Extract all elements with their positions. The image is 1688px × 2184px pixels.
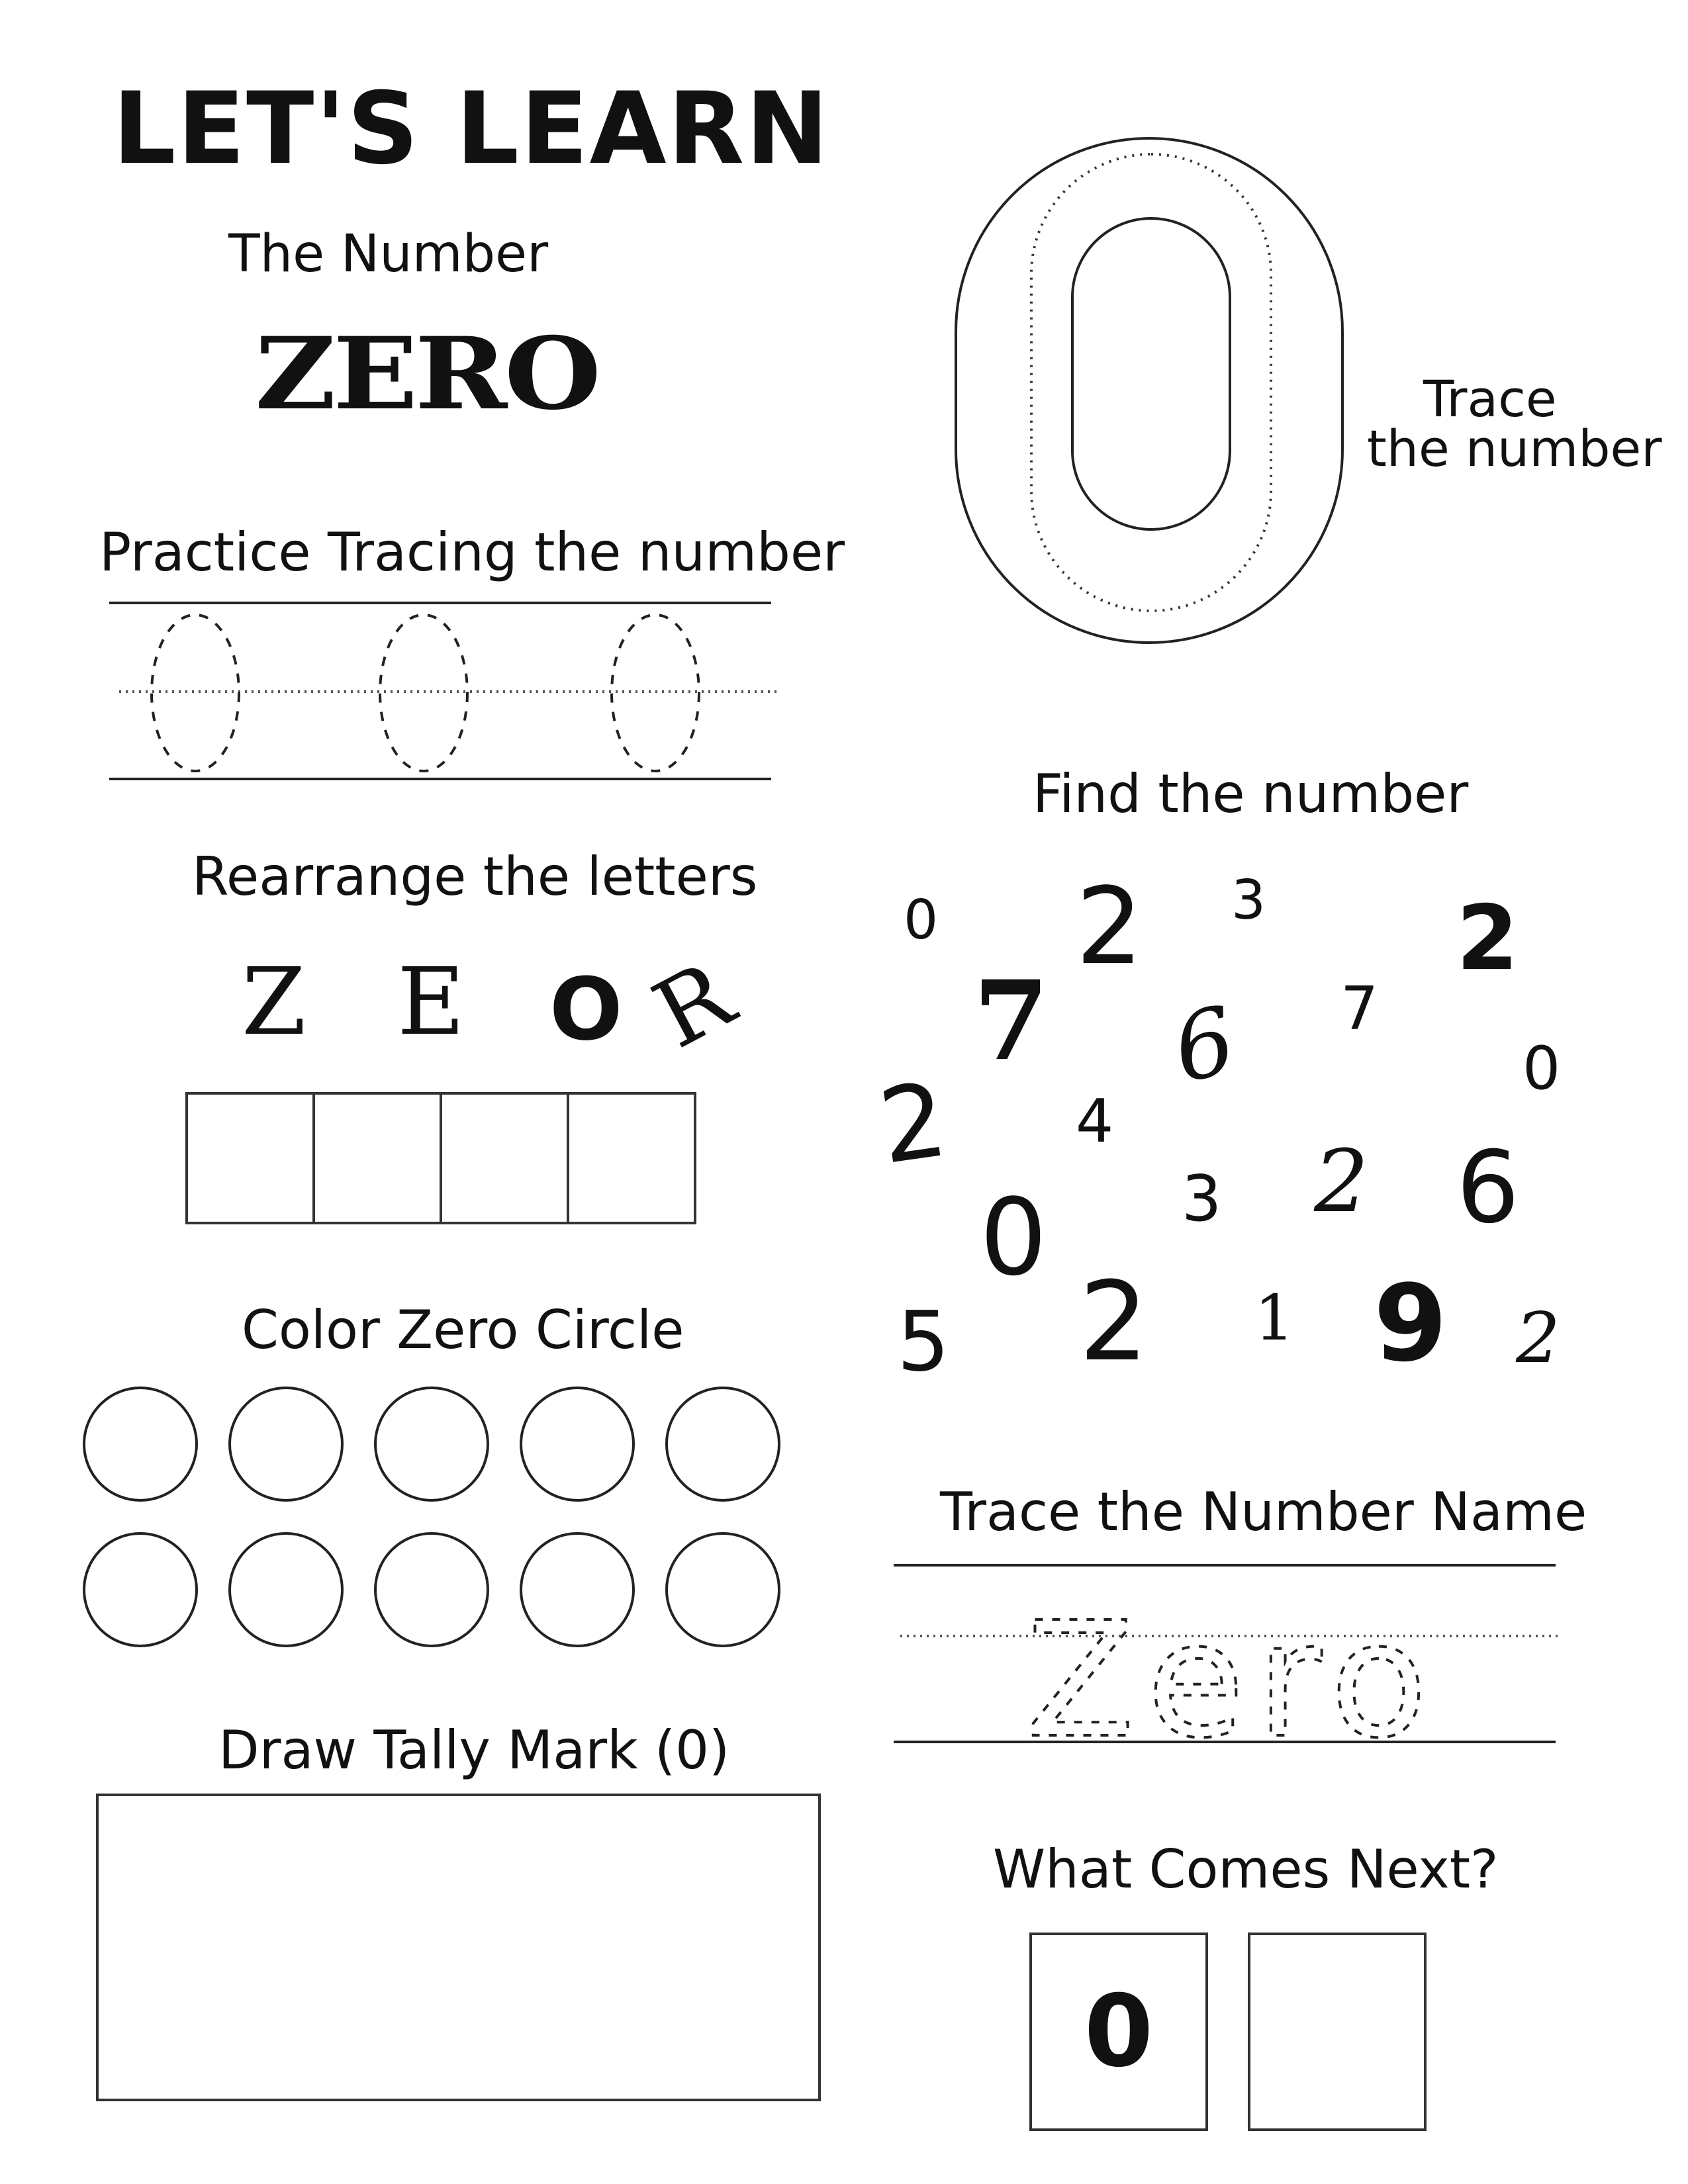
color-circle (667, 1533, 779, 1646)
find-number-9[interactable]: 9 (1374, 1261, 1448, 1385)
tally-heading: Draw Tally Mark (0) (218, 1719, 730, 1781)
find-number-0[interactable]: 0 (1523, 1034, 1561, 1103)
find-number-0[interactable]: 0 (904, 889, 939, 952)
next-number-box[interactable] (1248, 1933, 1427, 2131)
scramble-letter-e: E (397, 948, 465, 1056)
find-number-6[interactable]: 6 (1456, 1130, 1520, 1246)
number-word: ZERO (255, 316, 598, 432)
color-circle (230, 1388, 342, 1500)
worksheet-title: LET'S LEARN (113, 71, 830, 187)
find-number-2[interactable]: 2 (1076, 864, 1143, 988)
color-heading: Color Zero Circle (242, 1299, 684, 1361)
find-number-5[interactable]: 5 (897, 1294, 950, 1390)
answer-box-4[interactable] (567, 1092, 696, 1224)
trace-label-line2: the number (1367, 419, 1662, 478)
scramble-letter-o: O (549, 959, 623, 1060)
scramble-letter-r: R (637, 941, 750, 1070)
next-heading: What Comes Next? (993, 1839, 1499, 1900)
color-circle (230, 1533, 342, 1646)
color-circle (667, 1388, 779, 1500)
color-circle (84, 1533, 197, 1646)
trace-name-lines[interactable] (894, 1562, 1562, 1773)
find-number-2[interactable]: 2 (1456, 886, 1519, 990)
practice-heading: Practice Tracing the number (99, 522, 845, 583)
given-number: 0 (1084, 1974, 1154, 2089)
find-number-7[interactable]: 7 (1340, 974, 1379, 1044)
scramble-letter-z: Z (242, 948, 306, 1056)
big-zero-outline (953, 136, 1350, 652)
answer-box-2[interactable] (312, 1092, 442, 1224)
color-circle (521, 1388, 633, 1500)
tally-drawing-box[interactable] (96, 1794, 821, 2101)
find-number-3[interactable]: 3 (1231, 869, 1266, 932)
color-circle (521, 1533, 633, 1646)
find-number-4[interactable]: 4 (1076, 1087, 1114, 1156)
practice-tracing-lines[interactable] (109, 599, 784, 791)
subtitle: The Number (228, 224, 549, 284)
find-number-3[interactable]: 3 (1182, 1163, 1222, 1236)
find-heading: Find the number (1033, 763, 1469, 825)
color-circle (375, 1388, 488, 1500)
color-circle (375, 1533, 488, 1646)
given-number-box (1029, 1933, 1208, 2131)
find-number-1[interactable]: 1 (1254, 1282, 1295, 1355)
find-number-7[interactable]: 7 (973, 956, 1049, 1085)
find-number-2[interactable]: 2 (1314, 1131, 1369, 1232)
find-number-2[interactable]: 2 (1516, 1298, 1560, 1379)
rearrange-heading: Rearrange the letters (192, 846, 758, 907)
trace-label-line1: Trace (1423, 369, 1557, 428)
trace-name-heading: Trace the Number Name (940, 1481, 1587, 1543)
color-circles-grid (79, 1383, 794, 1668)
answer-box-1[interactable] (185, 1092, 315, 1224)
traceable-word: Zero (1026, 1588, 1440, 1773)
find-number-0[interactable]: 0 (980, 1175, 1047, 1299)
find-number-2[interactable]: 2 (872, 1060, 954, 1187)
answer-box-3[interactable] (440, 1092, 569, 1224)
find-number-6[interactable]: 6 (1164, 986, 1244, 1105)
color-circle (84, 1388, 197, 1500)
find-number-2[interactable]: 2 (1079, 1258, 1149, 1385)
